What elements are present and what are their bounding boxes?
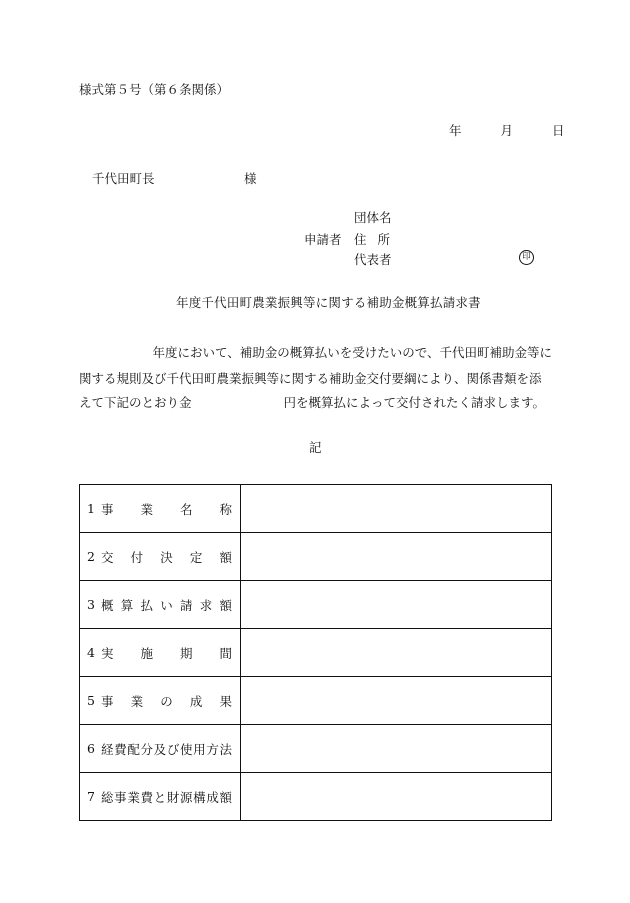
document-title: 年度千代田町農業振興等に関する補助金概算払請求書 <box>176 295 481 310</box>
row-value-cell[interactable] <box>241 773 552 821</box>
row-label <box>80 500 240 518</box>
applicant-label: 申請者 <box>304 232 342 247</box>
row-number: 6 <box>87 741 95 756</box>
body-line-1: 年度において、補助金の概算払いを受けたいので、千代田町補助金等に <box>152 345 552 360</box>
row-label-text: 経費配分及び使用方法 <box>101 741 232 757</box>
table-row <box>80 677 552 725</box>
table-row <box>80 773 552 821</box>
row-label-cell <box>80 677 241 725</box>
row-number: 7 <box>87 789 95 804</box>
group-name-label: 団体名 <box>354 210 392 225</box>
row-label-cell <box>80 533 241 581</box>
addressee-honorific: 様 <box>244 171 257 186</box>
row-label-cell <box>80 773 241 821</box>
row-value-cell[interactable] <box>241 677 552 725</box>
row-label <box>80 548 240 566</box>
row-label <box>80 740 240 758</box>
row-value-cell[interactable] <box>241 725 552 773</box>
date-year-label: 年 <box>449 123 462 138</box>
table-row <box>80 725 552 773</box>
row-value-cell[interactable] <box>241 581 552 629</box>
row-label-cell <box>80 725 241 773</box>
row-label-text: 実施期間 <box>101 645 232 661</box>
row-label-text: 事業名称 <box>101 501 232 517</box>
address-label: 住所 <box>354 232 390 247</box>
table-row <box>80 629 552 677</box>
row-value-cell[interactable] <box>241 533 552 581</box>
addressee-name: 千代田町長 <box>92 171 155 186</box>
details-table <box>79 484 552 821</box>
row-label <box>80 596 240 614</box>
table-row <box>80 485 552 533</box>
row-label-text: 概算払い請求額 <box>101 597 232 613</box>
row-label-text: 交付決定額 <box>101 549 232 565</box>
row-number: 5 <box>87 693 95 708</box>
body-line-3 <box>79 397 552 410</box>
table-row <box>80 533 552 581</box>
table-row <box>80 581 552 629</box>
body-line-3-end: 円を概算払によって交付されたく請求します。 <box>283 395 546 410</box>
seal-mark: 印 <box>519 250 534 265</box>
row-value-cell[interactable] <box>241 629 552 677</box>
date-day-label: 日 <box>551 123 565 138</box>
row-label-cell <box>80 581 241 629</box>
ki-heading: 記 <box>309 440 322 455</box>
form-number: 様式第５号（第６条関係） <box>79 82 230 97</box>
row-label <box>80 644 240 662</box>
representative-label: 代表者 <box>354 252 392 267</box>
row-number: 4 <box>87 645 95 660</box>
row-number: 2 <box>87 549 95 564</box>
row-number: 1 <box>87 501 95 516</box>
row-label <box>80 692 240 710</box>
row-label-cell <box>80 485 241 533</box>
date-line <box>449 125 564 138</box>
row-label-text: 総事業費と財源構成額 <box>101 789 232 805</box>
date-month-label: 月 <box>500 123 513 138</box>
row-label-text: 事業の成果 <box>101 693 232 709</box>
body-line-3-start: えて下記のとおり金 <box>79 395 192 410</box>
row-value-cell[interactable] <box>241 485 552 533</box>
body-line-2: 関する規則及び千代田町農業振興等に関する補助金交付要綱により、関係書類を添 <box>79 371 542 386</box>
row-label <box>80 788 240 806</box>
row-label-cell <box>80 629 241 677</box>
row-number: 3 <box>87 597 95 612</box>
